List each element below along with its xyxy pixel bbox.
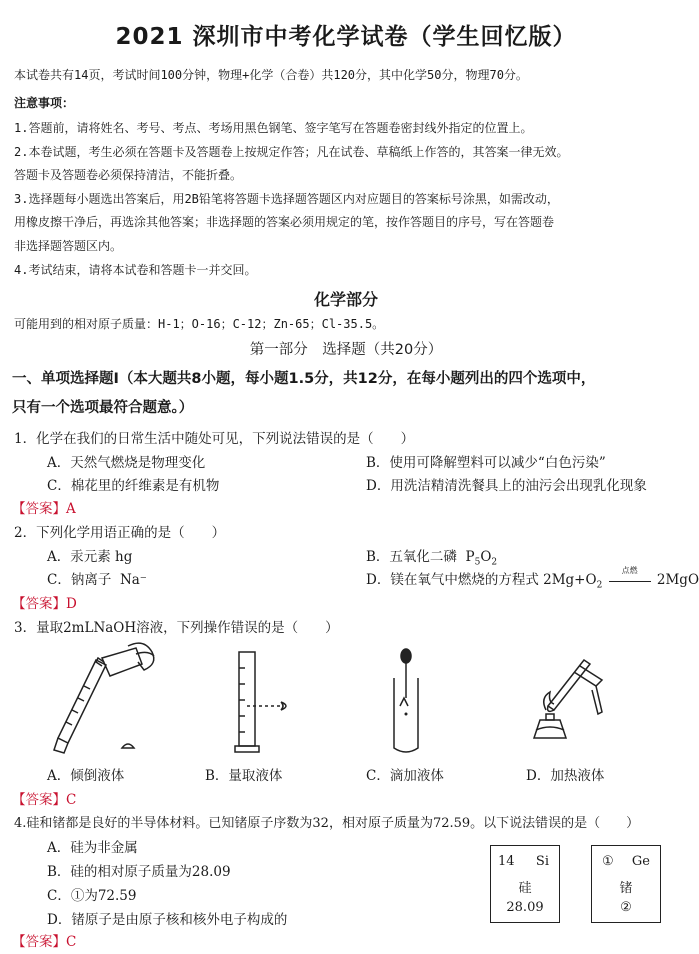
- answer-value: C: [66, 934, 77, 950]
- answer-value: C: [66, 792, 77, 808]
- option-b: B．量取液体: [205, 768, 283, 784]
- atomic-mass: ②: [620, 900, 632, 915]
- atomic-number: ①: [602, 854, 614, 869]
- equation-line: [609, 581, 651, 582]
- option-a: A．汞元素 hg: [47, 549, 133, 565]
- answer-label: 【答案】: [12, 596, 66, 612]
- question-type-heading: 一、单项选择题Ⅰ（本大题共8小题，每小题1.5分，共12分，在每小题列出的四个选项中，: [12, 371, 596, 387]
- option-c: C．棉花里的纤维素是有机物: [47, 478, 220, 494]
- element-symbol: Ge: [631, 854, 650, 869]
- section-title: 第一部分 选择题（共20分）: [249, 342, 443, 358]
- option-d: D．加热液体: [526, 768, 605, 784]
- question-stem: 1．化学在我们的日常生活中随处可见，下列说法错误的是（ ）: [14, 431, 415, 447]
- option-b-formula: $P_5O_2$: [465, 549, 498, 568]
- atomic-number: 14: [498, 854, 515, 869]
- equation-product: 2MgO: [656, 572, 699, 588]
- option-c-formula: Na⁻: [119, 572, 147, 588]
- notice-line: 4.考试结束，请将本试卷和答题卡一并交回。: [14, 263, 257, 277]
- option-c: C．滴加液体: [366, 768, 444, 784]
- reaction-condition: 点燃: [621, 565, 638, 575]
- equation-reactants: $2Mg+O_2$: [543, 572, 603, 591]
- question-stem: 2．下列化学用语正确的是（ ）: [14, 525, 226, 541]
- answer-label: 【答案】: [12, 792, 66, 808]
- atomic-mass: 28.09: [506, 900, 544, 915]
- option-a: A．倾倒液体: [47, 768, 125, 784]
- answer: [12, 788, 76, 808]
- option-b: B．使用可降解塑料可以减少“白色污染”: [366, 455, 606, 471]
- answer-label: 【答案】: [12, 934, 66, 950]
- option-d-label: D．镁在氧气中燃烧的方程式: [366, 572, 539, 588]
- notice-line: 答题卡及答题卷必须保持清洁，不能折叠。: [14, 168, 243, 182]
- option-a: A．天然气燃烧是物理变化: [47, 455, 206, 471]
- notice-line: 1.答题前，请将姓名、考号、考点、考场用黑色钢笔、签字笔写在答题卷密封线外指定的位置上。: [14, 121, 533, 135]
- figure-measuring-liquid: [225, 648, 305, 758]
- answer: [12, 930, 76, 950]
- option-c-label: C．钠离子: [47, 572, 112, 588]
- option-b: [366, 545, 497, 568]
- answer: [12, 497, 76, 517]
- exam-intro: 本试卷共有14页，考试时间100分钟，物理+化学（合卷）共120分，其中化学50分，物理70分。: [14, 68, 528, 82]
- equation-arrow: [607, 565, 653, 588]
- notice-line: 2.本卷试题，考生必须在答题卡及答题卷上按规定作答；凡在试卷、草稿纸上作答的，其答案一律无效。: [14, 145, 569, 159]
- option-a: A．硅为非金属: [47, 840, 138, 856]
- option-c: [47, 568, 147, 588]
- part-title: 化学部分: [313, 290, 378, 309]
- question-stem: 4.硅和锗都是良好的半导体材料。已知锗原子序数为32，相对原子质量为72.59。以下说法错误的是（ ）: [14, 816, 640, 831]
- notice-line: 3.选择题每小题选出答案后，用2B铅笔将答题卡选择题答题区内对应题目的答案标号涂黑，如需改动，: [14, 192, 559, 206]
- option-d: D．用洗洁精清洗餐具上的油污会出现乳化现象: [366, 478, 647, 494]
- notice-heading: 注意事项：: [14, 96, 75, 110]
- option-d: [366, 565, 699, 591]
- element-symbol: Si: [535, 854, 549, 869]
- question-stem: 3．量取2mLNaOH溶液，下列操作错误的是（ ）: [14, 620, 339, 636]
- element-name: 硅: [518, 881, 532, 896]
- atomic-masses: 可能用到的相对原子质量：H-1；O-16；C-12；Zn-65；Cl-35.5。: [14, 317, 385, 331]
- option-d: D．锗原子是由原子核和核外电子构成的: [47, 912, 288, 928]
- option-b-label: B．五氧化二磷: [366, 549, 457, 565]
- element-cell-germanium: [591, 845, 661, 923]
- figure-pouring-liquid: [44, 640, 164, 760]
- figure-dropping-liquid: [382, 648, 432, 758]
- option-c: C．①为72.59: [47, 888, 137, 904]
- answer-label: 【答案】: [12, 501, 66, 517]
- answer: [12, 592, 77, 612]
- notice-line: 用橡皮擦干净后，再选涂其他答案；非选择题的答案必须用规定的笔，按作答题目的序号，写在答题卷: [14, 215, 555, 229]
- answer-value: D: [66, 596, 77, 612]
- page-title: 2021 深圳市中考化学试卷（学生回忆版）: [115, 24, 577, 50]
- figure-heating-liquid: [518, 652, 618, 752]
- notice-line: 非选择题答题区内。: [14, 239, 123, 253]
- option-b: B．硅的相对原子质量为28.09: [47, 864, 231, 880]
- element-cell-silicon: [490, 845, 560, 923]
- question-type-heading-cont: 只有一个选项最符合题意。）: [12, 400, 194, 416]
- answer-value: A: [66, 501, 76, 517]
- element-name: 锗: [619, 881, 633, 896]
